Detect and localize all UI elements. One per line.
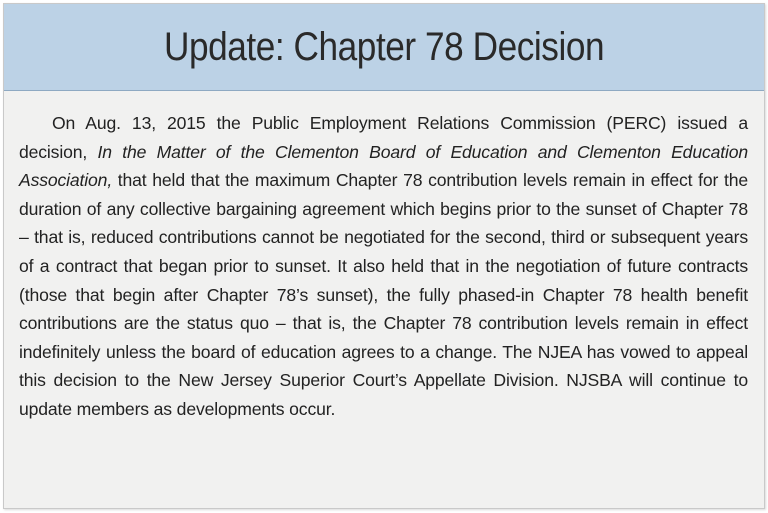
update-box [3,3,765,509]
page-title: Update: Chapter 78 Decision [163,24,605,69]
paragraph-rest: that held that the maximum Chapter 78 contribution levels remain in effect for the duration of any collective bargaining agreement which begins prior to the sunset of Chapter 78 – that is, reduced contributions cannot be negotiated for the second, third or subsequent years of a contract that began prior to sunset. It also held that in the negotiation of future contracts (those that begin after Chapter 78’s sunset), the fully phased-in Chapter 78 health benefit contributions are the status quo – that is, the Chapter 78 contribution levels remain in effect indefinitely unless the board of education agrees to a change. The NJEA has vowed to appeal this decision to the New Jersey Superior Court’s Appellate Division. NJSBA will continue to update members as developments occur. [19,170,748,419]
body-paragraph [19,109,748,424]
paragraph-intro: On Aug. 13, 2015 the Public Employment Relations Commission (PERC) issued a decision, [19,113,748,162]
title-banner [4,4,764,91]
article-body [4,91,764,424]
case-title: In the Matter of the Clementon Board of Education and Clementon Education Association, [19,141,749,191]
